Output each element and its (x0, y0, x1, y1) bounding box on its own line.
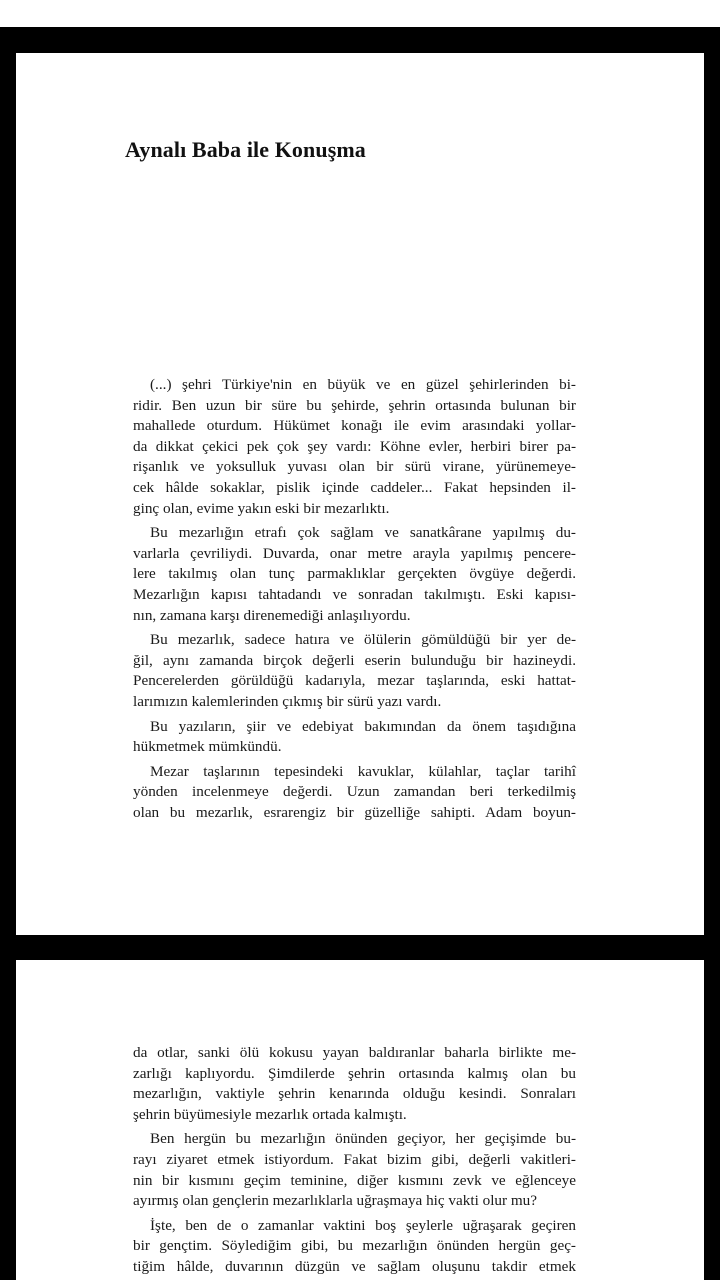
text-line: mahallede oturdum. Hükümet konağı ile evim arasındaki yollar- (133, 417, 576, 435)
text-line: Bu mezarlığın etrafı çok sağlam ve sanatkârane yapılmış du- (150, 524, 576, 542)
text-line: cek hâlde sokaklar, pislik içinde caddeler... Fakat hepsinden il- (133, 478, 576, 496)
text-line: varlarla çevriliydi. Duvarda, onar metre arayla yapılmış pencere- (133, 544, 576, 562)
book-page-1 (16, 53, 704, 935)
text-line: lere takılmış olan tunç parmaklıklar gerçekten övgüye değerdi. (133, 565, 576, 583)
book-page-2 (16, 960, 704, 1280)
text-line: nın, zamana karşı direnemediği anlaşılıyordu. (133, 606, 411, 624)
text-line: nin bir kısmını geçim teminine, diğer kısmını zevk ve eğlenceye (133, 1171, 576, 1189)
text-line: yönden incelenmeye değerdi. Uzun zamandan beri terkedilmiş (133, 783, 576, 801)
text-line: rişanlık ve yoksulluk yuvası olan bir sürü virane, yürünemeye- (133, 458, 576, 476)
text-line: ayırmış olan gençlerin mezarlıklarla uğraşmaya hiç vakti olur mu? (133, 1192, 538, 1210)
text-line: hükmetmek mümkündü. (133, 738, 282, 756)
text-line: (...) şehri Türkiye'nin en büyük ve en güzel şehirlerinden bi- (150, 376, 576, 393)
text-line: İşte, ben de o zamanlar vaktini boş şeylerle uğraşarak geçiren (150, 1216, 576, 1234)
text-line: Mezarlığın kapısı tahtadandı ve sonradan takılmıştı. Eski kapısı- (133, 585, 576, 603)
text-line: Bu mezarlık, sadece hatıra ve ölülerin gömüldüğü bir yer de- (150, 631, 576, 649)
text-line: bir gençtim. Söylediğim gibi, bu mezarlığın önünden hergün geç- (133, 1237, 576, 1255)
text-line: da dikkat çekici pek çok şey vardı: Köhne evler, herbiri birer pa- (133, 437, 576, 455)
text-line: zarlığı kaplıyordu. Şimdilerde şehrin ortasında kalmış olan bu (133, 1064, 576, 1082)
text-line: olan bu mezarlık, esrarengiz bir güzelliğe sahipti. Adam boyun- (133, 803, 576, 821)
text-line: Ben hergün bu mezarlığın önünden geçiyor, her geçişimde bu- (150, 1130, 576, 1148)
text-line: ğil, aynı zamanda birçok değerli eserin bulunduğu bir hazineydi. (133, 651, 576, 669)
text-line: Mezar taşlarının tepesindeki kavuklar, külahlar, taçlar tarihî (150, 762, 576, 780)
text-line: tiğim hâlde, duvarının düzgün ve sağlam oluşunu takdir etmek (133, 1257, 576, 1275)
text-line: Pencerelerden görüldüğü kadarıyla, mezar taşlarında, eski hattat- (133, 672, 576, 690)
chapter-title: Aynalı Baba ile Konuşma (125, 137, 366, 162)
top-strip (0, 0, 720, 27)
text-line: şehrin büyümesiyle mezarlık ortada kalmıştı. (133, 1105, 407, 1123)
page-2-body (133, 1043, 576, 1278)
text-line: ginç olan, evime yakın eski bir mezarlıktı. (133, 499, 390, 517)
text-line: larımızın kalemlerinden çıkmış bir sürü yazı vardı. (133, 692, 442, 710)
text-line: rayı ziyaret etmek istiyordum. Fakat bizim gibi, değerli vakitleri- (133, 1150, 576, 1168)
text-line: Bu yazıların, şiir ve edebiyat bakımından da önem taşıdığına (150, 717, 576, 735)
text-line: ridir. Ben uzun bir süre bu şehirde, şehrin ortasında bulunan bir (133, 396, 576, 414)
page-1-body (133, 375, 576, 823)
text-line: da otlar, sanki ölü kokusu yayan baldıranlar baharla birlikte me- (133, 1044, 576, 1061)
text-line: mezarlığın, vaktiyle şehrin kenarında olduğu kesindi. Sonraları (133, 1085, 576, 1103)
